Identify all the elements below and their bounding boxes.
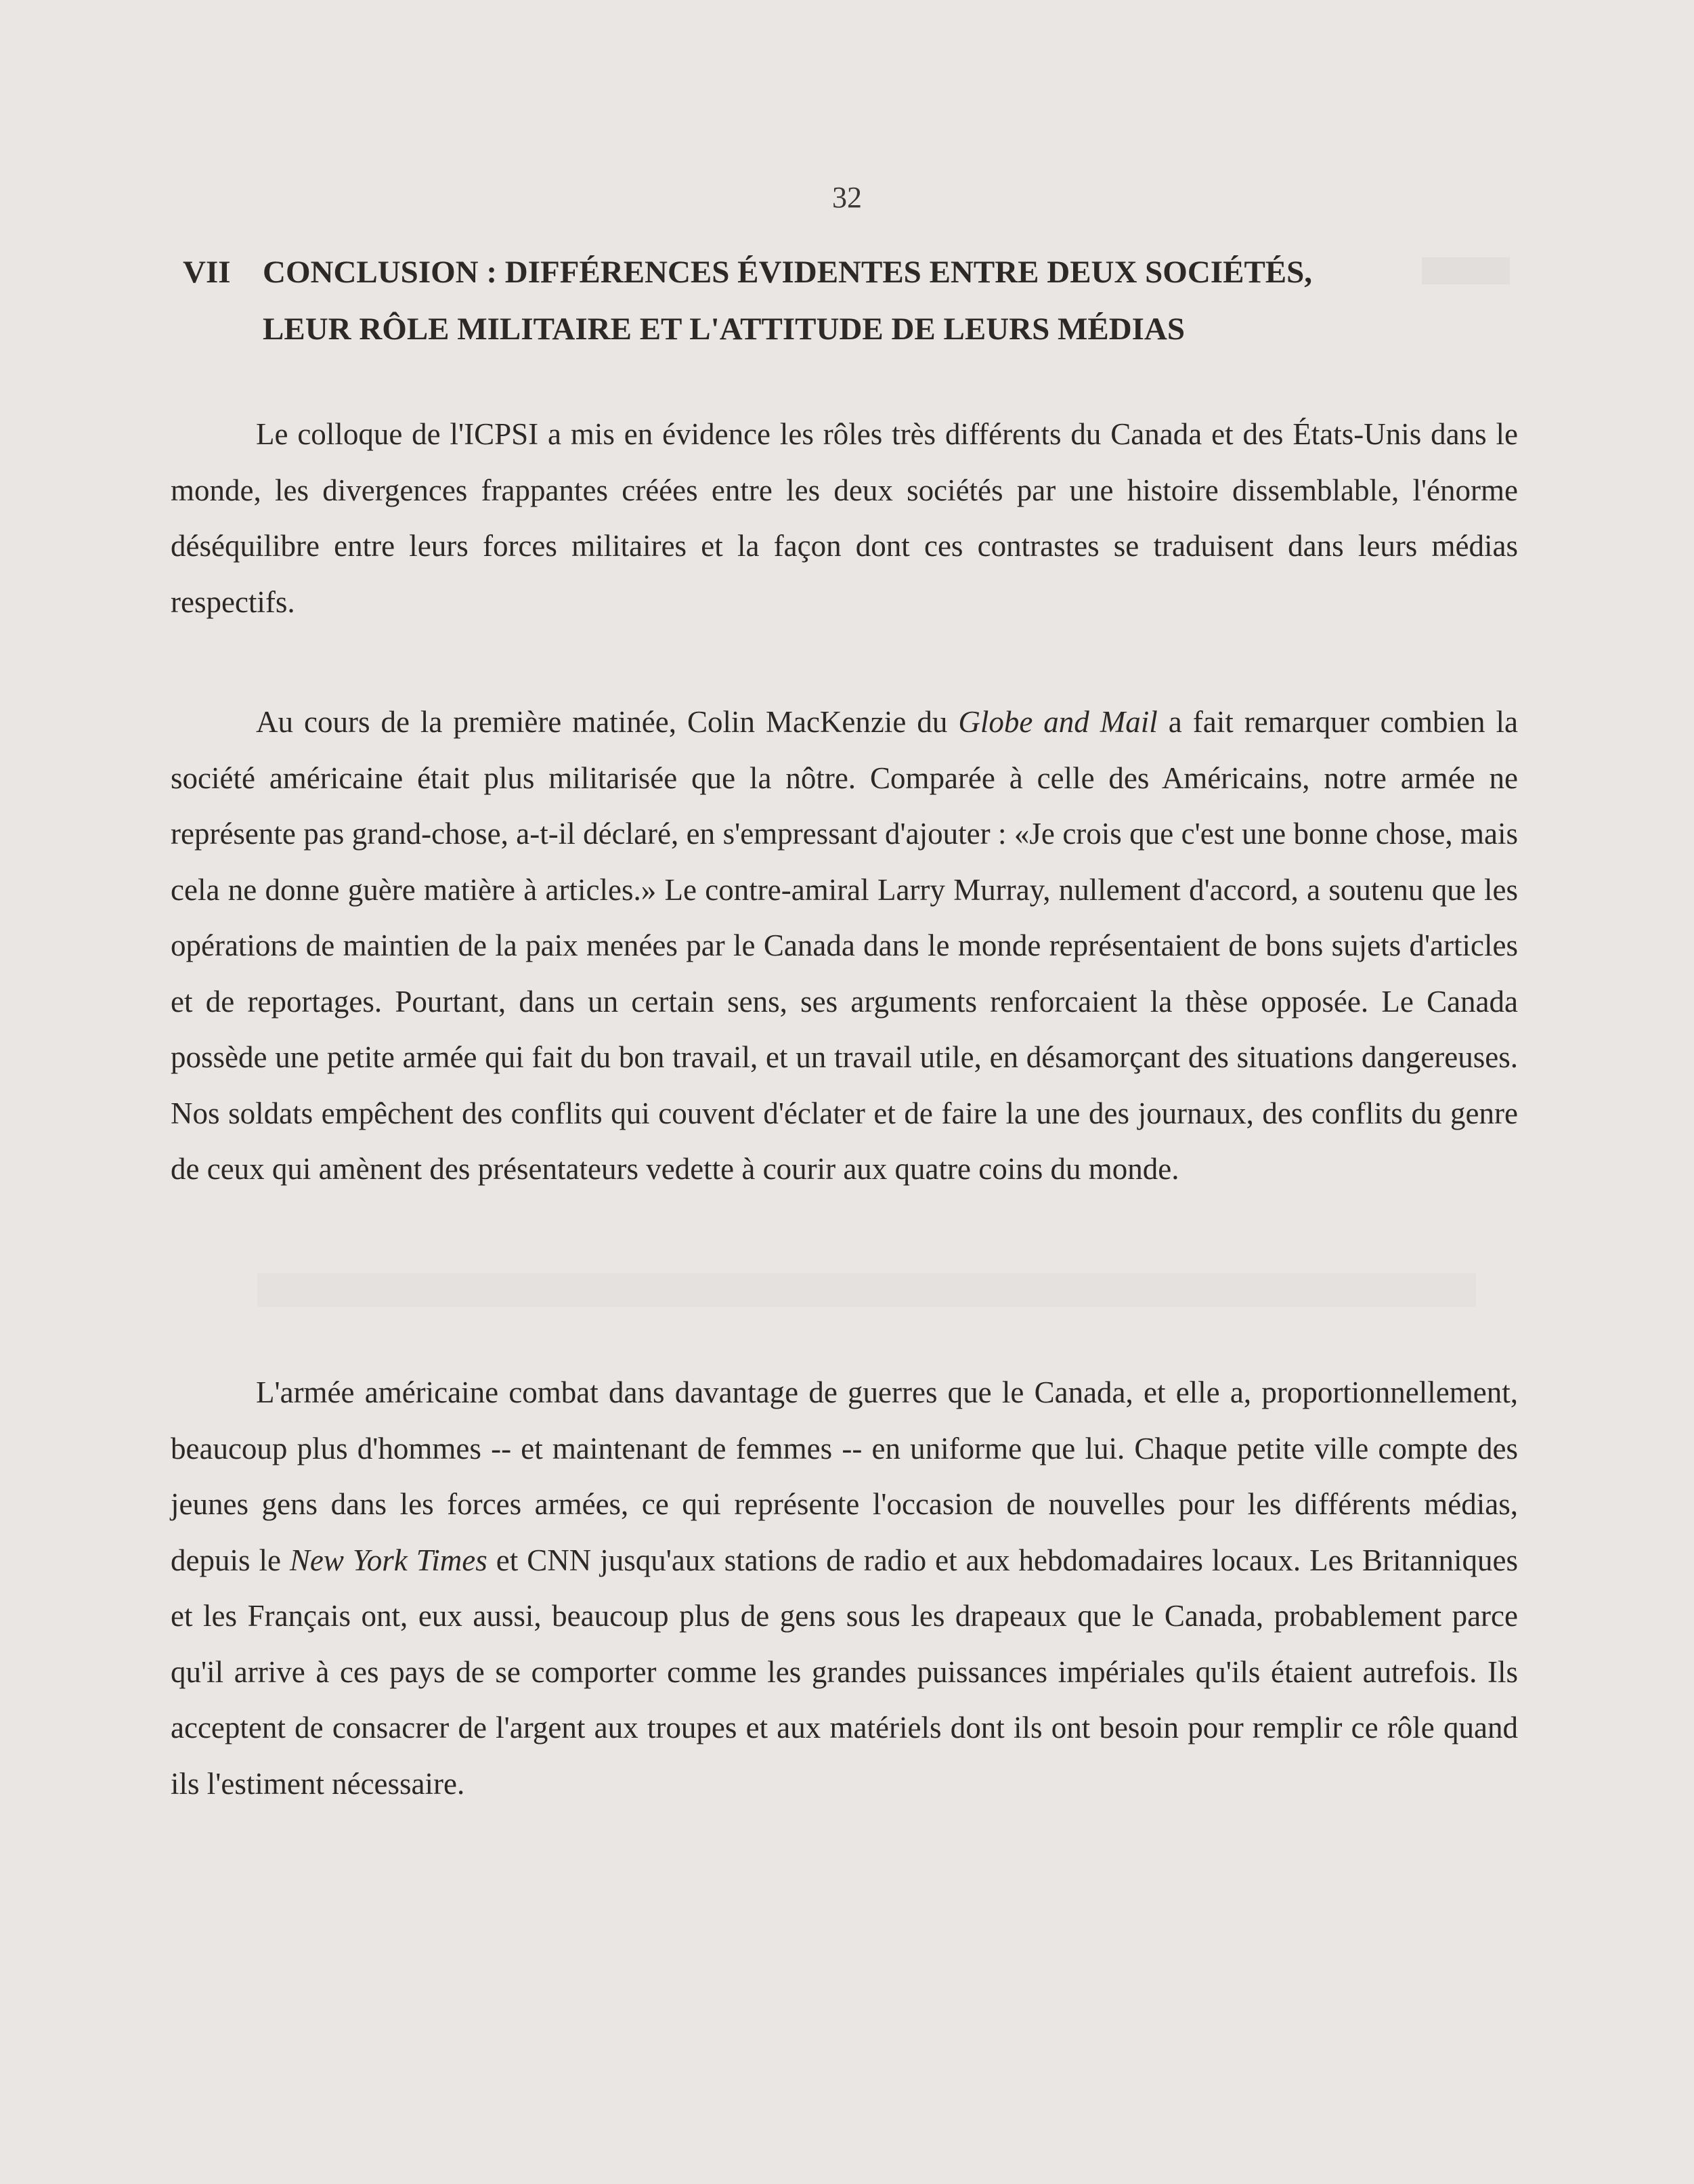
section-heading — [183, 244, 1530, 358]
page-number: 32 — [832, 181, 862, 214]
heading-line-1 — [183, 244, 1530, 301]
publication-title: Globe and Mail — [958, 705, 1158, 739]
paragraph-1 — [171, 406, 1518, 630]
publication-title: New York Times — [289, 1543, 487, 1577]
paragraph-2-text-before: Au cours de la première matinée, Colin MacKenzie du — [256, 705, 959, 739]
section-numeral: VII — [183, 255, 231, 290]
bleed-through-mark — [257, 1273, 1476, 1307]
paragraph-3 — [171, 1365, 1518, 1812]
heading-text-line-1: CONCLUSION : DIFFÉRENCES ÉVIDENTES ENTRE DEUX SOCIÉTÉS, — [263, 255, 1313, 290]
paragraph-2-text-after: a fait remarquer combien la société américaine était plus militarisée que la nôtre. Comparée à celle des Américains, notre armée ne représente pas grand-chose, a-t-il déclaré, en s'empressant d'ajouter : «Je crois que c'est une bonne chose, mais cela ne donne guère matière à articles.» Le contre-amiral Larry Murray, nullement d'accord, a soutenu que les opérations de maintien de la paix menées par le Canada dans le monde représentaient de bons sujets d'articles et de reportages. Pourtant, dans un certain sens, ses arguments renforcaient la thèse opposée. Le Canada possède une petite armée qui fait du bon travail, et un travail utile, en désamorçant des situations dangereuses. Nos soldats empêchent des conflits qui couvent d'éclater et de faire la une des journaux, des conflits du genre de ceux qui amènent des présentateurs vedette à courir aux quatre coins du monde. — [171, 705, 1518, 1186]
paragraph-2 — [171, 694, 1518, 1197]
heading-text-line-2: LEUR RÔLE MILITAIRE ET L'ATTITUDE DE LEURS MÉDIAS — [263, 312, 1186, 347]
paragraph-3-text-before: L'armée américaine combat dans davantage de guerres que le Canada, et elle a, proportionnellement, beaucoup plus d'hommes -- et maintenant de femmes -- en uniforme que lui. Chaque petite ville compte des jeunes gens dans les forces armées, ce qui représente l'occasion de nouvelles pour les différents médias, depuis le — [171, 1375, 1518, 1577]
paragraph-3-text-after: et CNN jusqu'aux stations de radio et aux hebdomadaires locaux. Les Britanniques et les Français ont, eux aussi, beaucoup plus de gens sous les drapeaux que le Canada, probablement parce qu'il arrive à ces pays de se comporter comme les grandes puissances impériales qu'ils étaient autrefois. Ils acceptent de consacrer de l'argent aux troupes et aux matériels dont ils ont besoin pour remplir ce rôle quand ils l'estiment nécessaire. — [171, 1543, 1518, 1801]
paragraph-1-text: Le colloque de l'ICPSI a mis en évidence les rôles très différents du Canada et des États-Unis dans le monde, les divergences frappantes créées entre les deux sociétés par une histoire dissemblable, l'énorme déséquilibre entre leurs forces militaires et la façon dont ces contrastes se traduisent dans leurs médias respectifs. — [171, 417, 1518, 619]
